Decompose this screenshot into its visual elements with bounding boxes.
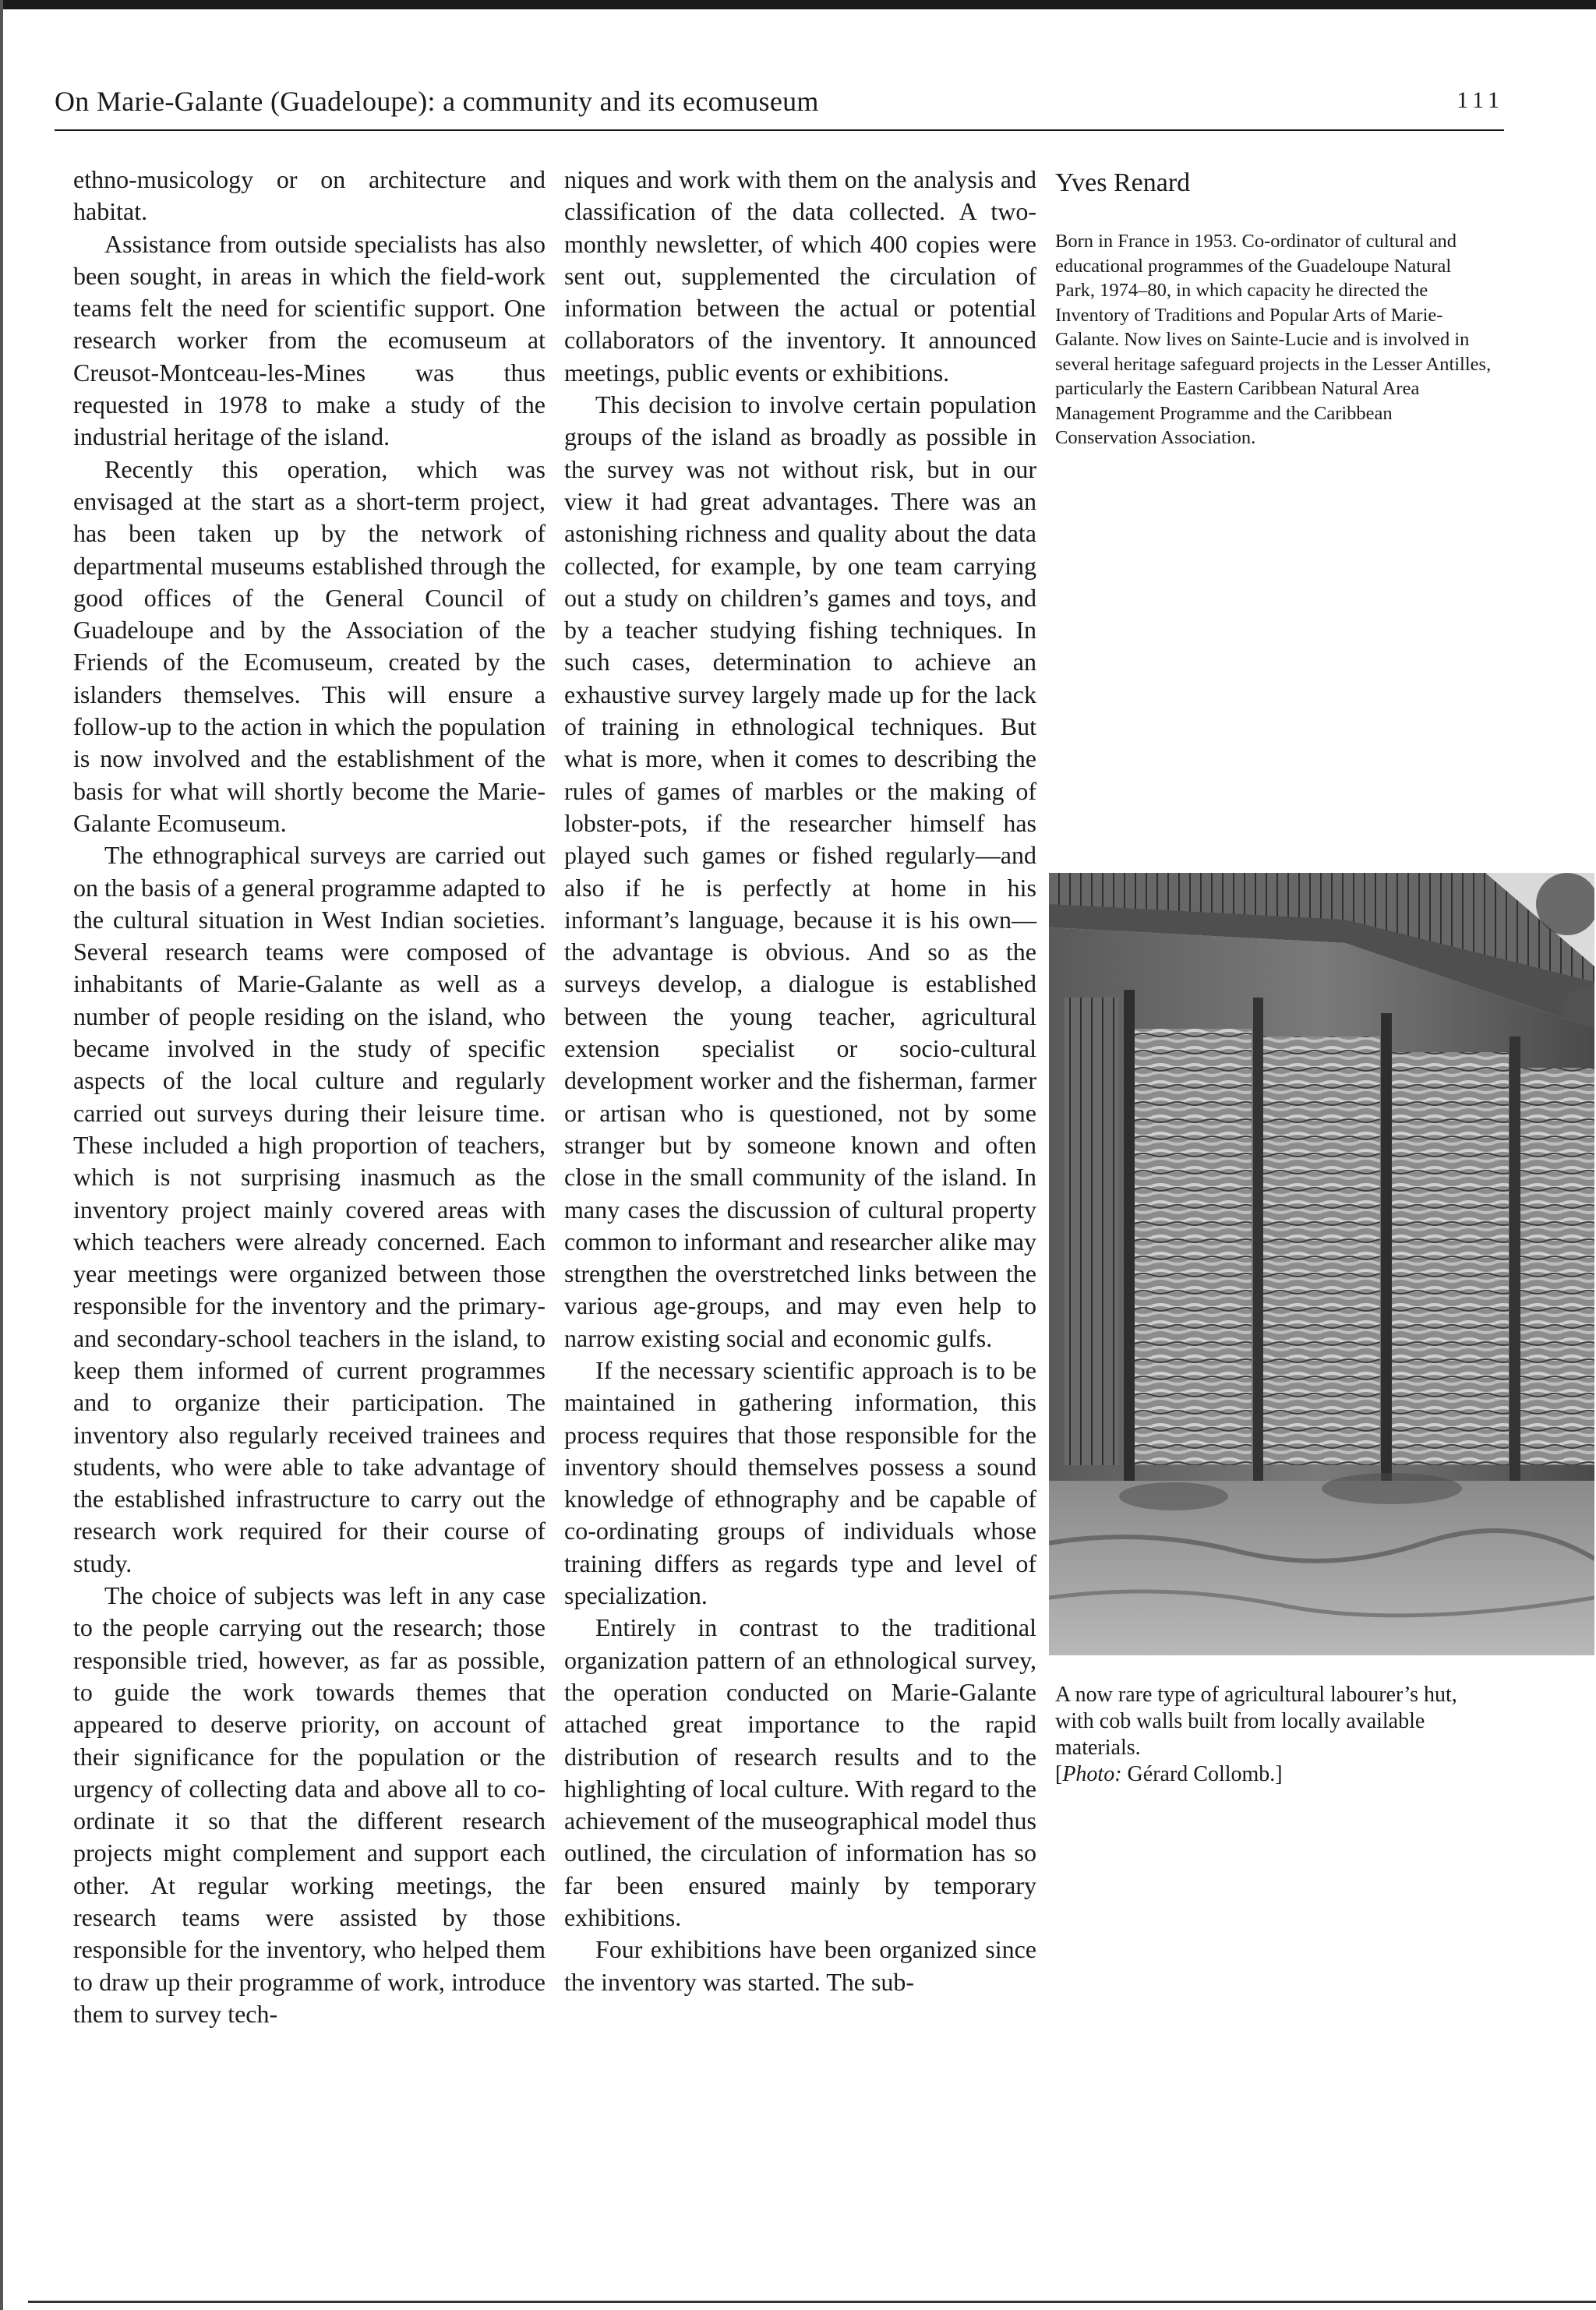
credit-name: Gérard Collomb.] bbox=[1121, 1762, 1283, 1786]
credit-open-bracket: [ bbox=[1055, 1762, 1063, 1786]
paragraph: Assistance from outside specialists has also been sought, in areas in which the field-work teams felt the need for scientific support. One research worker from the ecomuseum at Creusot-Montceau-les-Mines was thus requested in 1978 to make a study of the industrial heritage of the island. bbox=[73, 229, 546, 451]
paragraph: This decision to involve certain population groups of the island as broadly as possible in the survey was not without risk, but in our view it had great advantages. There was an astonishing richness and quality about the data collected, for example, by one team carrying out a study on children’s games and toys, and by a teacher studying fishing techniques. In such cases, determination to achieve an exhaustive survey largely made up for the lack of training in ethnological techniques. But what is more, when it comes to describing the rules of games of marbles or the making of lobster-pots, if the researcher himself has played such games or fished regularly—and also if he is perfectly at home in his informant’s language, because it is his own—the advantage is obvious. And so as the surveys develop, a dialogue is established between the young teacher, agricultural extension specialist or socio-cultural development worker and the fisherman, farmer or artisan who is questioned, not by some stranger but by someone known and often close in the small community of the island. In many cases the discussion of cultural property common to informant and researcher alike may strengthen the overstretched links between the various age-groups, and may even help to narrow existing social and economic gulfs. bbox=[564, 390, 1036, 1352]
credit-label: Photo: bbox=[1062, 1762, 1122, 1786]
paragraph: niques and work with them on the analysis and classification of the data collected. A two-monthly newsletter, of which 400 copies were sent out, supplemented the circulation of information between the actual or potential collaborators of the inventory. It announced meetings, public events or exhibitions. bbox=[564, 165, 1036, 387]
paragraph: Recently this operation, which was envisaged at the start as a short-term project, has been taken up by the network of departmental museums established through the good offices of the General Council of Guadeloupe and by the Association of the Friends of the Ecomuseum, created by the islanders themselves. This will ensure a follow-up to the action in which the population is now involved and the establishment of the basis for what will shortly become the Marie-Galante Ecomuseum. bbox=[73, 454, 546, 837]
author-name: Yves Renard bbox=[1055, 168, 1191, 197]
author-bio: Born in France in 1953. Co-ordinator of cultural and educational programmes of the Guadeloupe Natural Park, 1974–80, in which capacity he directed the Inventory of Traditions and Popular Arts of Marie-Galante. Now lives on Sainte-Lucie and is involved in several heritage safeguard projects in the Lesser Antilles, particularly the Eastern Caribbean Natural Area Management Programme and the Caribbean Conservation Association. bbox=[1055, 231, 1492, 448]
text-column-1 bbox=[73, 164, 546, 2030]
left-border-rule bbox=[0, 0, 3, 2310]
paragraph: The ethnographical surveys are carried out on the basis of a general programme adapted to the cultural situation in West Indian societies. Several research teams were composed of inhabitants of Marie-Galante as well as a number of people residing on the island, who became involved in the study of specific aspects of the local culture and regularly carried out surveys during their leisure time. These included a high proportion of teachers, which is not surprising inasmuch as the inventory project mainly covered areas with which teachers were already concerned. Each year meetings were organized between those responsible for the inventory and the primary- and secondary-school teachers in the island, to keep them informed of current programmes and to organize their participation. The inventory also regularly received trainees and students, who were able to take advantage of the established infrastructure to carry out the research work required for their course of study. bbox=[73, 841, 546, 1577]
paragraph: The choice of subjects was left in any case to the people carrying out the research; those responsible tried, however, as far as possible, to guide the work towards themes that appeared to deserve priority, on account of their significance for the population or the urgency of collecting data and above all to co-ordinate it so that the different research projects might complement and support each other. At regular working meetings, the research teams were assisted by those responsible for the inventory, who helped them to draw up their programme of work, introduce them to survey tech- bbox=[73, 1581, 546, 2028]
caption-text: A now rare type of agricultural labourer’s hut, with cob walls built from locally available materials. bbox=[1055, 1683, 1457, 1760]
text-column-2 bbox=[564, 164, 1036, 1998]
header-rule bbox=[55, 129, 1504, 131]
paragraph: Entirely in contrast to the traditional organization pattern of an ethnological survey, the operation conducted on Marie-Galante attached great importance to the rapid distribution of research results and to the highlighting of local culture. With regard to the achievement of the museographical model thus outlined, the circulation of information has so far been ensured mainly by temporary exhibitions. bbox=[564, 1613, 1036, 1932]
paragraph: Four exhibitions have been organized since the inventory was started. The sub- bbox=[564, 1935, 1036, 1996]
paragraph: If the necessary scientific approach is to be maintained in gathering information, this process requires that those responsible for the inventory should themselves possess a sound knowledge of ethnography and be capable of co-ordinating groups of individuals whose training differs as regards type and level of specialization. bbox=[564, 1355, 1036, 1610]
bottom-border-rule bbox=[28, 2301, 1596, 2303]
top-border-rule bbox=[0, 0, 1596, 9]
hut-photograph bbox=[1049, 873, 1594, 1655]
page-number: 111 bbox=[1457, 87, 1504, 113]
photo-caption bbox=[1055, 1682, 1492, 1788]
hut-photo-image bbox=[1049, 873, 1594, 1655]
paragraph: ethno-musicology or on architecture and habitat. bbox=[73, 165, 546, 226]
running-title: On Marie-Galante (Guadeloupe): a community and its ecomuseum bbox=[55, 86, 819, 117]
photo-credit bbox=[1055, 1761, 1492, 1788]
